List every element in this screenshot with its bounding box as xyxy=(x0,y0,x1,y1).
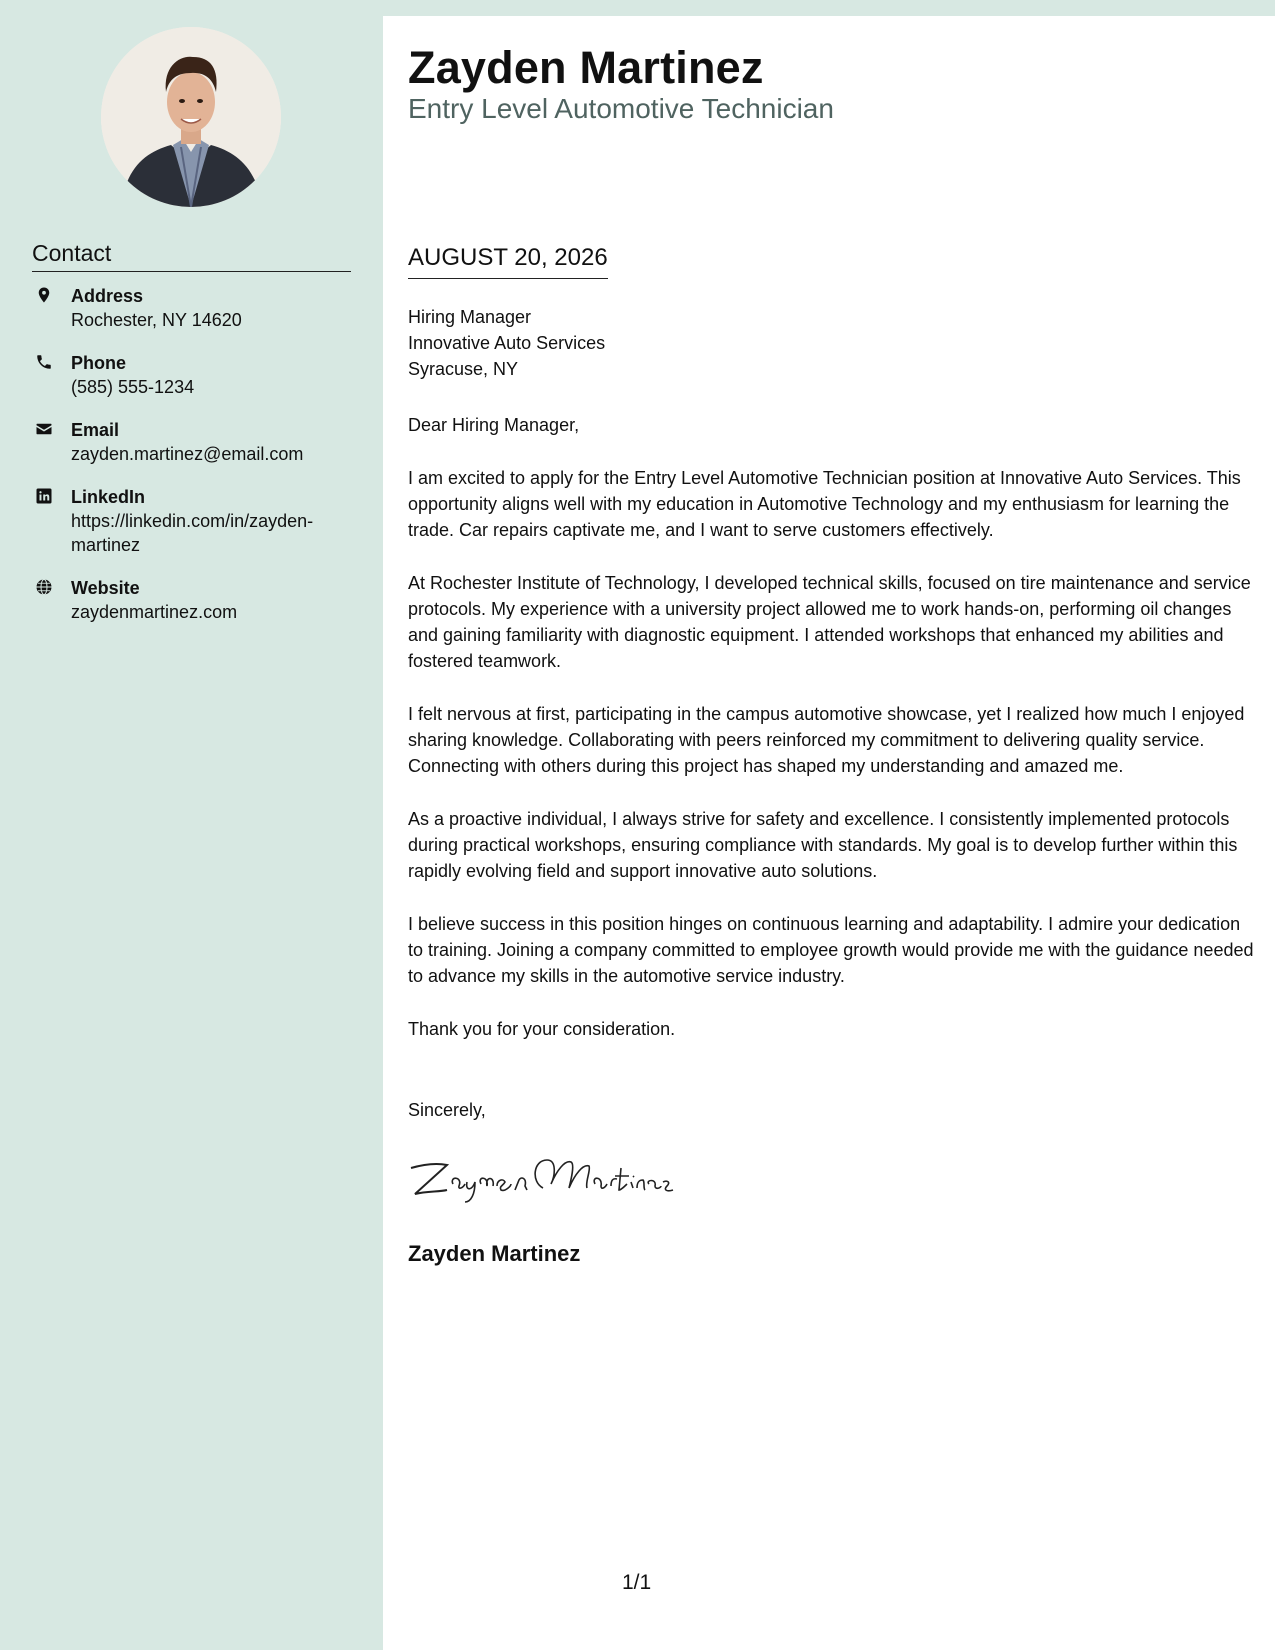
recipient-line: Syracuse, NY xyxy=(408,359,519,379)
paragraph: Thank you for your consideration. xyxy=(408,1019,676,1039)
page-number: 1/1 xyxy=(622,1571,652,1594)
contact-value[interactable]: zayden.martinez@email.com xyxy=(71,444,304,464)
contact-heading: Contact xyxy=(32,240,351,272)
recipient-block xyxy=(408,304,605,382)
contact-label: Website xyxy=(71,578,140,598)
contact-item-linkedin xyxy=(32,485,352,557)
contact-list xyxy=(32,284,352,643)
contact-label: Address xyxy=(71,286,144,306)
letter-date: AUGUST 20, 2026 xyxy=(408,244,608,279)
linkedin-icon xyxy=(35,487,53,505)
signed-name: Zayden Martinez xyxy=(408,1241,581,1266)
envelope-icon xyxy=(35,420,53,438)
contact-item-phone xyxy=(32,351,352,399)
signature xyxy=(405,1146,675,1206)
contact-item-website xyxy=(32,576,352,624)
job-title: Entry Level Automotive Technician xyxy=(408,93,834,124)
paragraph: As a proactive individual, I always strive for safety and excellence. I consistently implemented protocols during practical workshops, ensuring compliance with standards. My goal is to develop further within this rapidly evolving field and support innovative auto solutions. xyxy=(408,809,1238,881)
paragraph: I felt nervous at first, participating in the campus automotive showcase, yet I realized how much I enjoyed sharing knowledge. Collaborating with peers reinforced my commitment to delivering quality service. Connecting with others during this project has shaped my understanding and amazed me. xyxy=(408,704,1245,776)
contact-value: (585) 555-1234 xyxy=(71,377,195,397)
contact-value[interactable]: zaydenmartinez.com xyxy=(71,602,238,622)
contact-item-address xyxy=(32,284,352,332)
profile-photo xyxy=(101,27,281,207)
recipient-line: Hiring Manager xyxy=(408,307,532,327)
salutation: Dear Hiring Manager, xyxy=(408,415,580,435)
letter-body xyxy=(383,16,1275,1650)
sidebar xyxy=(0,0,383,1650)
closing: Sincerely, xyxy=(408,1100,486,1120)
paragraph: I believe success in this position hinges on continuous learning and adaptability. I admire your dedication to training. Joining a company committed to employee growth would provide me with the guidance needed to advance my skills in the automotive service industry. xyxy=(408,914,1254,986)
contact-value[interactable]: https://linkedin.com/in/zayden-martinez xyxy=(71,511,314,555)
phone-icon xyxy=(35,353,53,371)
contact-label: Phone xyxy=(71,353,127,373)
globe-icon xyxy=(35,578,53,596)
contact-label: LinkedIn xyxy=(71,487,146,507)
contact-label: Email xyxy=(71,420,120,440)
paragraph: At Rochester Institute of Technology, I developed technical skills, focused on tire maintenance and service protocols. My experience with a university project allowed me to work hands-on, performing oil changes and gaining familiarity with diagnostic equipment. I attended workshops that enhanced my abilities and fostered teamwork. xyxy=(408,573,1251,671)
letter-text xyxy=(408,412,1258,1069)
paragraph: I am excited to apply for the Entry Level Automotive Technician position at Innovative Auto Services. This opportunity aligns well with my education in Automotive Technology and my enthusiasm for learning the trade. Car repairs captivate me, and I want to serve customers effectively. xyxy=(408,468,1241,540)
contact-value: Rochester, NY 14620 xyxy=(71,310,242,330)
contact-item-email xyxy=(32,418,352,466)
recipient-line: Innovative Auto Services xyxy=(408,333,606,353)
map-pin-icon xyxy=(35,286,53,304)
applicant-name: Zayden Martinez xyxy=(408,42,764,93)
